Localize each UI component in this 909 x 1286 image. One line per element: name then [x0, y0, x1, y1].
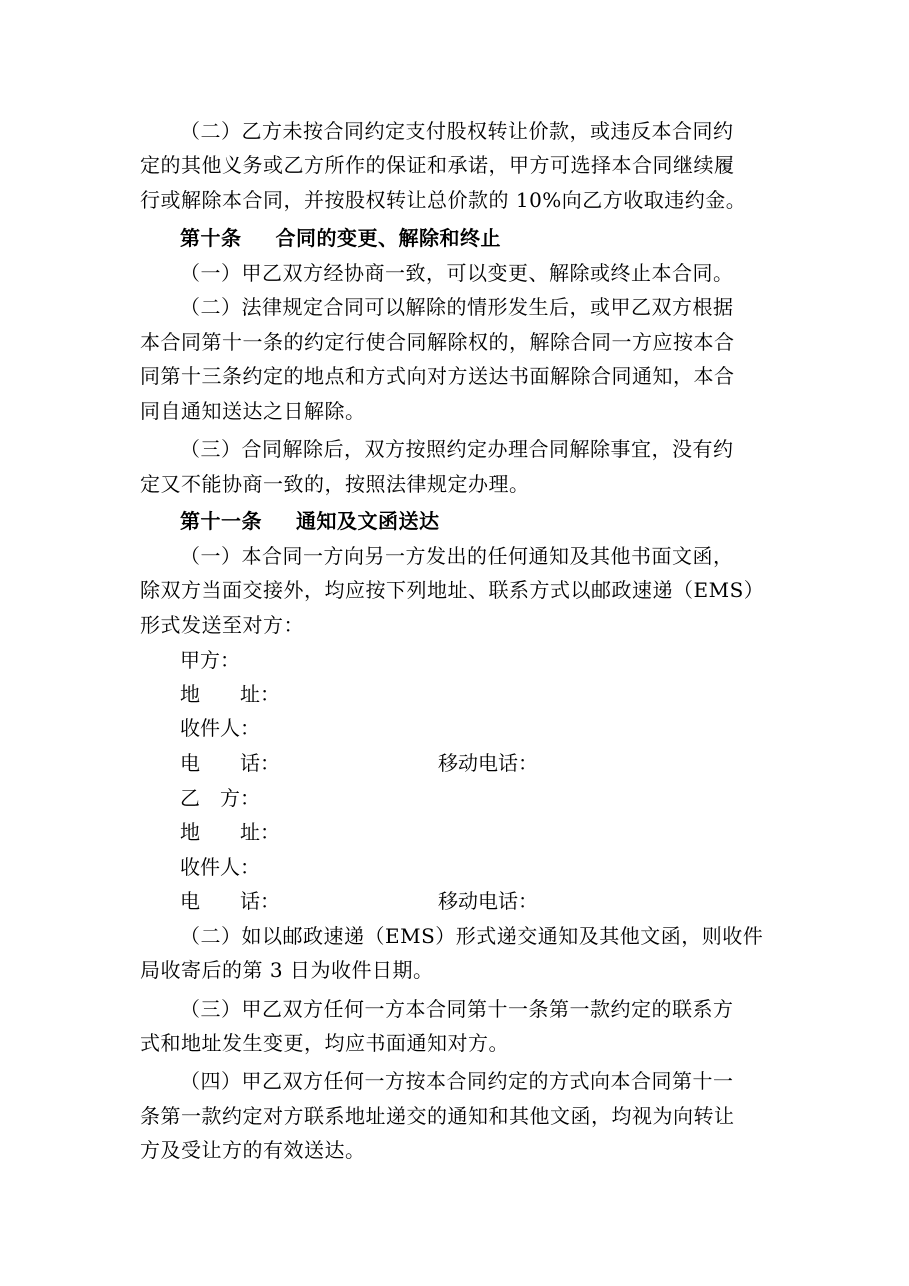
clause10-para2-line4: 同自通知送达之日解除。	[140, 399, 366, 423]
clause11-para1-line3: 形式发送至对方：	[140, 613, 304, 637]
clause10-para3-line1: （三）合同解除后，双方按照约定办理合同解除事宜，没有约	[180, 437, 734, 461]
clause11-para1-line1: （一）本合同一方向另一方发出的任何通知及其他书面文函，	[180, 544, 734, 568]
clause11-para3-line1: （三）甲乙双方任何一方本合同第十一条第一款约定的联系方	[180, 997, 734, 1021]
clause10-para2-line3: 同第十三条约定的地点和方式向对方送达书面解除合同通知，本合	[140, 364, 735, 388]
party-a-mobile-label: 移动电话：	[438, 751, 538, 775]
clause9-para2-line1: （二）乙方未按合同约定支付股权转让价款，或违反本合同约	[180, 119, 734, 143]
party-a-address-label: 地 址：	[180, 682, 280, 706]
clause11-para2-line1: （二）如以邮政速递（EMS）形式递交通知及其他文函，则收件	[180, 924, 764, 948]
clause10-para2-line2: 本合同第十一条的约定行使合同解除权的，解除合同一方应按本合	[140, 330, 735, 354]
clause10-number: 第十条	[180, 226, 242, 250]
clause10-para1: （一）甲乙双方经协商一致，可以变更、解除或终止本合同。	[180, 261, 734, 285]
party-b-phone-label: 电 话：	[180, 889, 280, 913]
clause10-para2-line1: （二）法律规定合同可以解除的情形发生后，或甲乙双方根据	[180, 295, 734, 319]
clause11-para1-line2: 除双方当面交接外，均应按下列地址、联系方式以邮政速递（EMS）	[140, 578, 765, 602]
clause11-heading	[180, 504, 440, 538]
clause11-number: 第十一条	[180, 509, 262, 533]
party-b-address-label: 地 址：	[180, 820, 280, 844]
clause9-para2-line2: 定的其他义务或乙方所作的保证和承诺，甲方可选择本合同继续履	[140, 153, 735, 177]
party-b-label: 乙 方：	[180, 786, 260, 810]
clause10-title: 合同的变更、解除和终止	[275, 226, 501, 250]
clause11-para4-line2: 条第一款约定对方联系地址递交的通知和其他文函，均视为向转让	[140, 1104, 735, 1128]
clause11-para2-line2: 局收寄后的第 3 日为收件日期。	[140, 958, 434, 982]
clause11-para4-line1: （四）甲乙双方任何一方按本合同约定的方式向本合同第十一	[180, 1069, 734, 1093]
clause9-para2-line3: 行或解除本合同，并按股权转让总价款的 10%向乙方收取违约金。	[140, 188, 747, 212]
clause10-heading	[180, 221, 501, 255]
party-b-recipient-label: 收件人：	[180, 855, 260, 879]
clause10-para3-line2: 定又不能协商一致的，按照法律规定办理。	[140, 472, 530, 496]
party-b-mobile-label: 移动电话：	[438, 889, 538, 913]
clause11-title: 通知及文函送达	[296, 509, 440, 533]
clause11-para3-line2: 式和地址发生变更，均应书面通知对方。	[140, 1031, 509, 1055]
clause11-para4-line3: 方及受让方的有效送达。	[140, 1138, 366, 1162]
party-a-recipient-label: 收件人：	[180, 716, 260, 740]
party-a-phone-label: 电 话：	[180, 751, 280, 775]
party-a-label: 甲方：	[180, 648, 240, 672]
